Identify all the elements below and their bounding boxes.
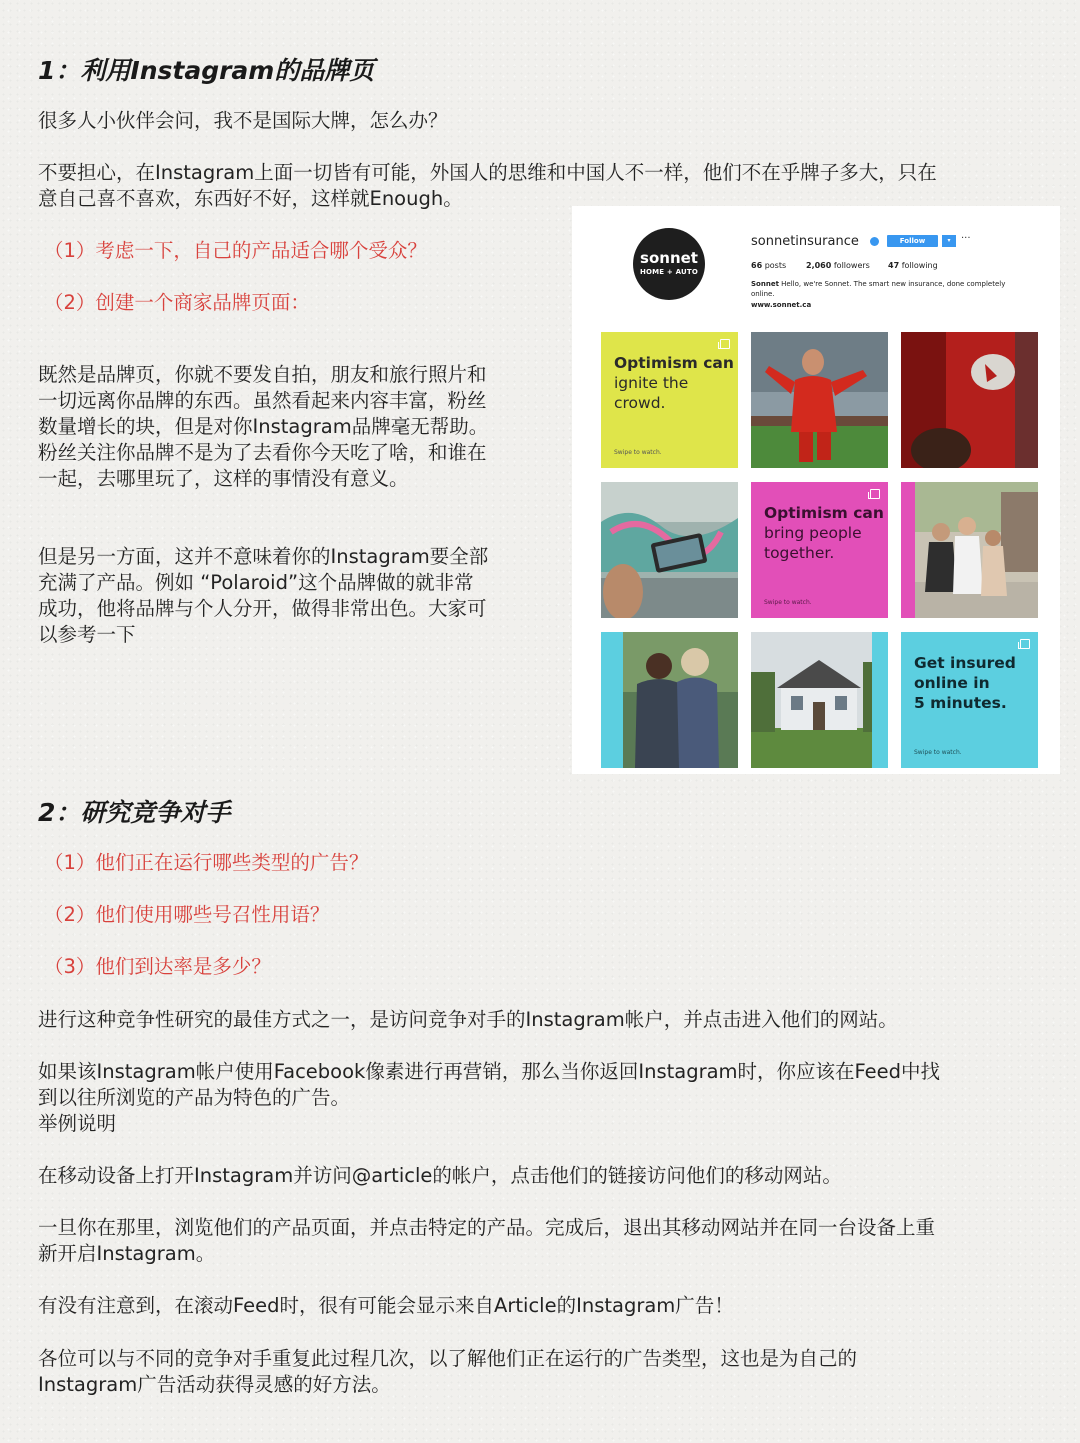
text-line: 到以往所浏览的产品为特色的广告。 [38,1086,351,1109]
tile-caption-line: bring people [764,524,862,542]
section2-paragraph-notice: 有没有注意到，在滚动Feed时，很有可能会显示来自Article的Instagram广告！ [38,1294,734,1317]
tile-caption [764,503,884,563]
section1-title: 1：利用Instagram的品牌页 [38,56,375,85]
section1-paragraph-polaroid [38,544,488,648]
friends-group-photo[interactable] [901,482,1038,618]
more-options-icon[interactable]: ··· [961,233,971,244]
post-tile-optimism-together[interactable] [751,482,888,618]
section2-paragraph-repeat [38,1346,857,1398]
text-line: 充满了产品。例如 “Polaroid”这个品牌做的就非常 [38,571,474,594]
text-line: 粉丝关注你品牌不是为了去看你今天吃了啥，和谁在 [38,441,487,464]
following-label: following [901,261,938,270]
section2-question-3: （3）他们到达率是多少？ [44,955,271,978]
verified-badge-icon [870,237,879,246]
posts-count: 66 [751,261,763,270]
house-photo[interactable] [751,632,888,768]
section1-intro: 很多人小伙伴会问，我不是国际大牌，怎么办？ [38,109,448,132]
profile-website-link[interactable]: www.sonnet.ca [751,301,812,309]
text-line: 各位可以与不同的竞争对手重复此过程几次，以了解他们正在运行的广告类型，这也是为自己的 [38,1347,858,1370]
tile-caption-line: together. [764,544,835,562]
section2-question-1: （1）他们正在运行哪些类型的广告？ [44,851,369,874]
text-line: 如果该Instagram帐户使用Facebook像素进行再营销，那么当你返回Instagram时，你应该在Feed中找 [38,1060,941,1083]
tile-swipe-hint: Swipe to watch. [914,749,962,756]
followers-count: 2,060 [806,261,832,270]
street-mural-photo[interactable] [601,482,738,618]
red-jersey-photo[interactable] [901,332,1038,468]
avatar-brand: sonnet [640,249,698,267]
section2-question-2: （2）他们使用哪些号召性用语？ [44,903,330,926]
text-line: 不要担心，在Instagram上面一切皆有可能，外国人的思维和中国人不一样，他们不在乎牌子多大，只在 [38,161,937,184]
soccer-player-photo-art [751,332,888,468]
text-line: 既然是品牌页，你就不要发自拍，朋友和旅行照片和 [38,363,487,386]
profile-username: sonnetinsurance [751,234,859,249]
posts-stat [751,261,786,270]
text-line: 以参考一下 [38,623,136,646]
tile-caption [914,653,1016,713]
multi-image-icon [870,489,880,499]
text-line: 一起，去哪里玩了，这样的事情没有意义。 [38,467,409,490]
couple-hug-photo-art [601,632,738,768]
section2-paragraph-research: 进行这种竞争性研究的最佳方式之一，是访问竞争对手的Instagram帐户，并点击进入他们的网站。 [38,1008,898,1031]
text-line: 成功，他将品牌与个人分开，做得非常出色。大家可 [38,597,487,620]
tile-caption-bold: online in [914,674,990,692]
tile-caption-bold: Optimism can [764,504,884,522]
followers-label: followers [833,261,870,270]
multi-image-icon [720,339,730,349]
follow-button[interactable]: Follow [887,235,938,247]
post-tile-optimism-crowd[interactable] [601,332,738,468]
avatar [633,228,705,300]
text-line: Instagram广告活动获得灵感的好方法。 [38,1373,391,1396]
section2-paragraph-pixel [38,1059,940,1137]
posts-label: posts [764,261,787,270]
friends-group-photo-art [901,482,1038,618]
section2-title: 2：研究竞争对手 [38,798,231,827]
tile-caption-line: crowd. [614,394,666,412]
post-tile-get-insured[interactable] [901,632,1038,768]
section1-question-2: （2）创建一个商家品牌页面： [44,291,310,314]
tile-caption-bold: 5 minutes. [914,694,1007,712]
text-line: 数量增长的块，但是对你Instagram品牌毫无帮助。 [38,415,489,438]
following-count: 47 [888,261,900,270]
text-line: 一切远离你品牌的东西。虽然看起来内容丰富，粉丝 [38,389,487,412]
text-line: 一旦你在那里，浏览他们的产品页面，并点击特定的产品。完成后，退出其移动网站并在同一台设备上重 [38,1216,936,1239]
section1-paragraph-enough [38,160,937,212]
chevron-down-icon[interactable]: ▾ [942,235,956,247]
followers-stat [806,261,870,270]
following-stat [888,261,938,270]
multi-image-icon [1020,639,1030,649]
text-line: 但是另一方面，这并不意味着你的Instagram要全部 [38,545,489,568]
avatar-subtitle: HOME + AUTO [639,268,699,276]
section2-paragraph-browse [38,1215,935,1267]
section1-question-1: （1）考虑一下，自己的产品适合哪个受众？ [44,239,427,262]
tile-swipe-hint: Swipe to watch. [614,449,662,456]
tile-swipe-hint: Swipe to watch. [764,599,812,606]
text-line: 举例说明 [38,1112,117,1135]
profile-bio [751,279,1007,299]
couple-hug-photo[interactable] [601,632,738,768]
text-line: 意自己喜不喜欢，东西好不好，这样就Enough。 [38,187,463,210]
soccer-player-photo[interactable] [751,332,888,468]
tile-caption-bold: Get insured [914,654,1016,672]
section2-paragraph-mobile: 在移动设备上打开Instagram并访问@article的帐户，点击他们的链接访问他们的移动网站。 [38,1164,842,1187]
street-mural-photo-art [601,482,738,618]
red-jersey-photo-art [901,332,1038,468]
house-photo-art [751,632,888,768]
bio-text: Hello, we're Sonnet. The smart new insurance, done completely online. [751,280,1006,298]
instagram-profile-screenshot [572,206,1060,774]
tile-caption-bold: Optimism can [614,354,734,372]
text-line: 新开启Instagram。 [38,1242,216,1265]
bio-name: Sonnet [751,280,779,288]
section1-paragraph-brand-page [38,362,488,492]
tile-caption-line: ignite the [614,374,689,392]
tile-caption [614,353,734,413]
